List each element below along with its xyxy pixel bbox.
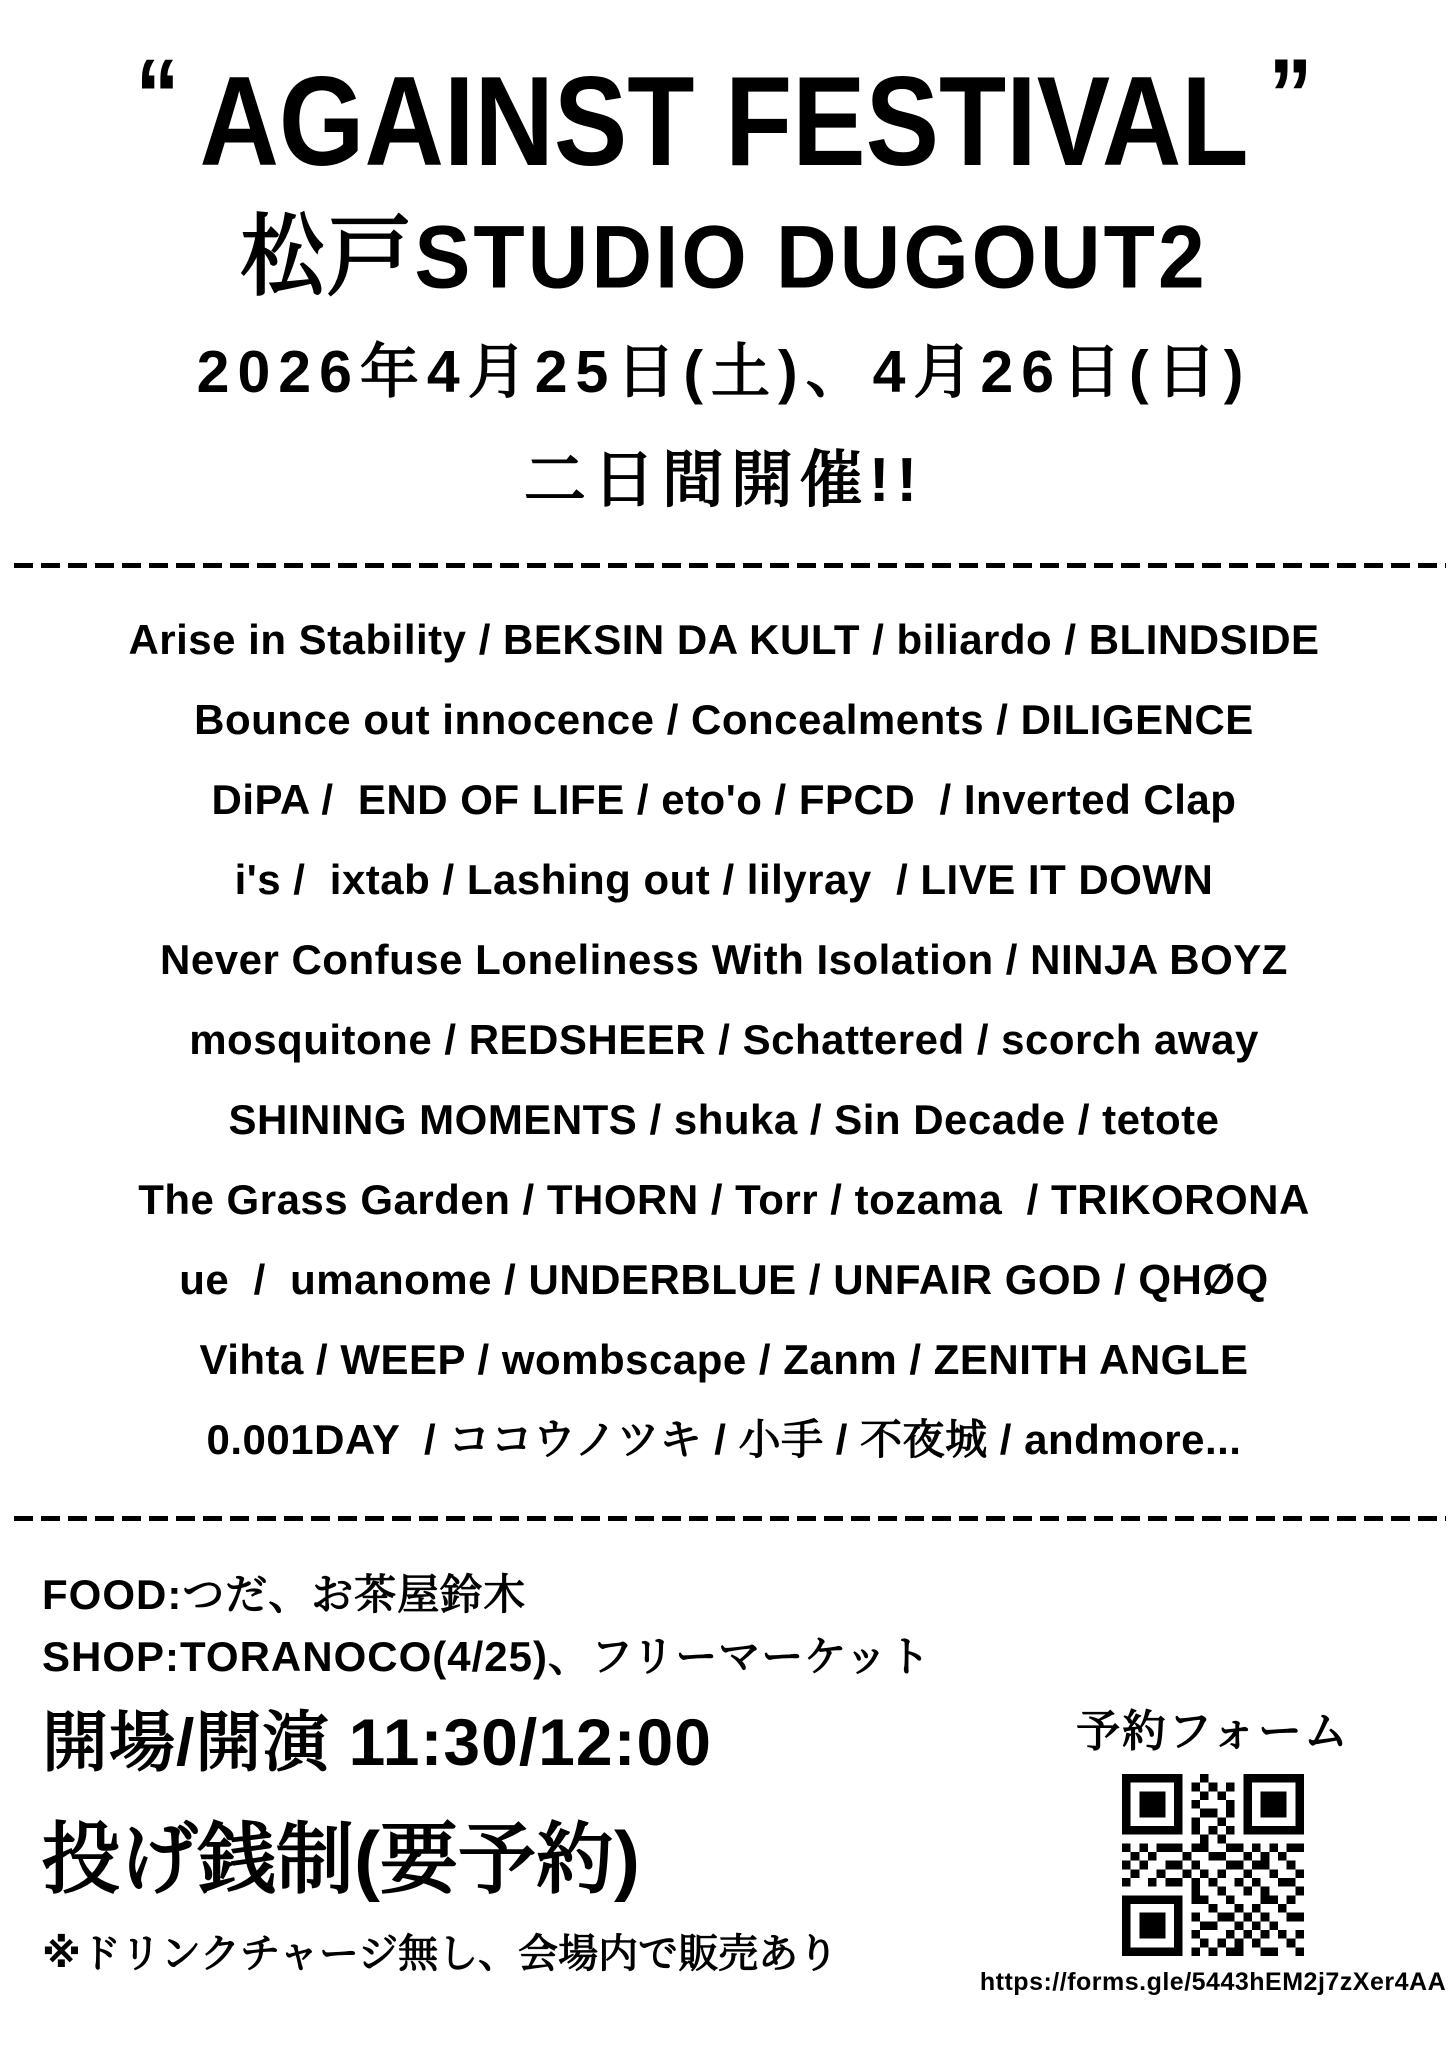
dashed-divider-top: [14, 563, 1446, 568]
shop-info: SHOP:TORANOCO(4/25)、フリーマーケット: [42, 1633, 932, 1681]
reservation-block: [979, 1693, 1447, 1997]
times-and-admission: [42, 1693, 1008, 1983]
flyer-header: [0, 0, 1448, 515]
festival-title: [0, 37, 1448, 193]
festival-title-text: AGAINST FESTIVAL: [199, 50, 1249, 193]
bottom-row: [42, 1693, 1448, 1997]
event-dates: 2026年4月25日(土)、4月26日(日): [196, 339, 1252, 406]
doors-open-start-times: 開場/開演 11:30/12:00: [42, 1705, 712, 1780]
reservation-url: https://forms.gle/5443hEM2j7zXer4AA: [979, 1968, 1447, 1997]
lineup-line: SHINING MOMENTS / shuka / Sin Decade / tetote: [228, 1096, 1220, 1144]
open-quote-mark: “: [135, 37, 180, 153]
lineup-line: The Grass Garden / THORN / Torr / tozama / TRIKORONA: [138, 1176, 1310, 1224]
lineup-line: 0.001DAY / ココウノツキ / 小手 / 不夜城 / andmore...: [206, 1416, 1242, 1464]
lineup-line: Vihta / WEEP / wombscape / Zanm / ZENITH ANGLE: [199, 1336, 1249, 1384]
duration-text: 二日間開催!!: [523, 446, 925, 516]
lineup-line: Bounce out innocence / Concealments / DILIGENCE: [194, 696, 1254, 744]
food-info: FOOD:つだ、お茶屋鈴木: [42, 1571, 527, 1619]
admission-system: 投げ銭制(要予約): [42, 1815, 640, 1904]
qr-code: [1122, 1774, 1304, 1956]
venue-name: 松戸STUDIO DUGOUT2: [240, 207, 1208, 307]
drink-charge-note: ※ドリンクチャージ無し、会場内で販売あり: [42, 1932, 839, 1977]
dashed-divider-bottom: [14, 1516, 1446, 1521]
lineup-line: DiPA / END OF LIFE / eto'o / FPCD / Inverted Clap: [211, 776, 1237, 824]
reservation-form-label: 予約フォーム: [1076, 1707, 1350, 1757]
close-quote-mark: ”: [1268, 37, 1313, 153]
lineup-line: mosquitone / REDSHEER / Schattered / scorch away: [189, 1016, 1259, 1064]
lineup-line: Arise in Stability / BEKSIN DA KULT / biliardo / BLINDSIDE: [128, 616, 1320, 664]
lineup-line: Never Confuse Loneliness With Isolation / NINJA BOYZ: [160, 936, 1288, 984]
lineup-list: [0, 600, 1448, 1480]
event-info: [0, 1565, 1448, 1997]
lineup-line: ue / umanome / UNDERBLUE / UNFAIR GOD / QHØQ: [179, 1256, 1269, 1304]
lineup-line: i's / ixtab / Lashing out / lilyray / LIVE IT DOWN: [234, 856, 1214, 904]
